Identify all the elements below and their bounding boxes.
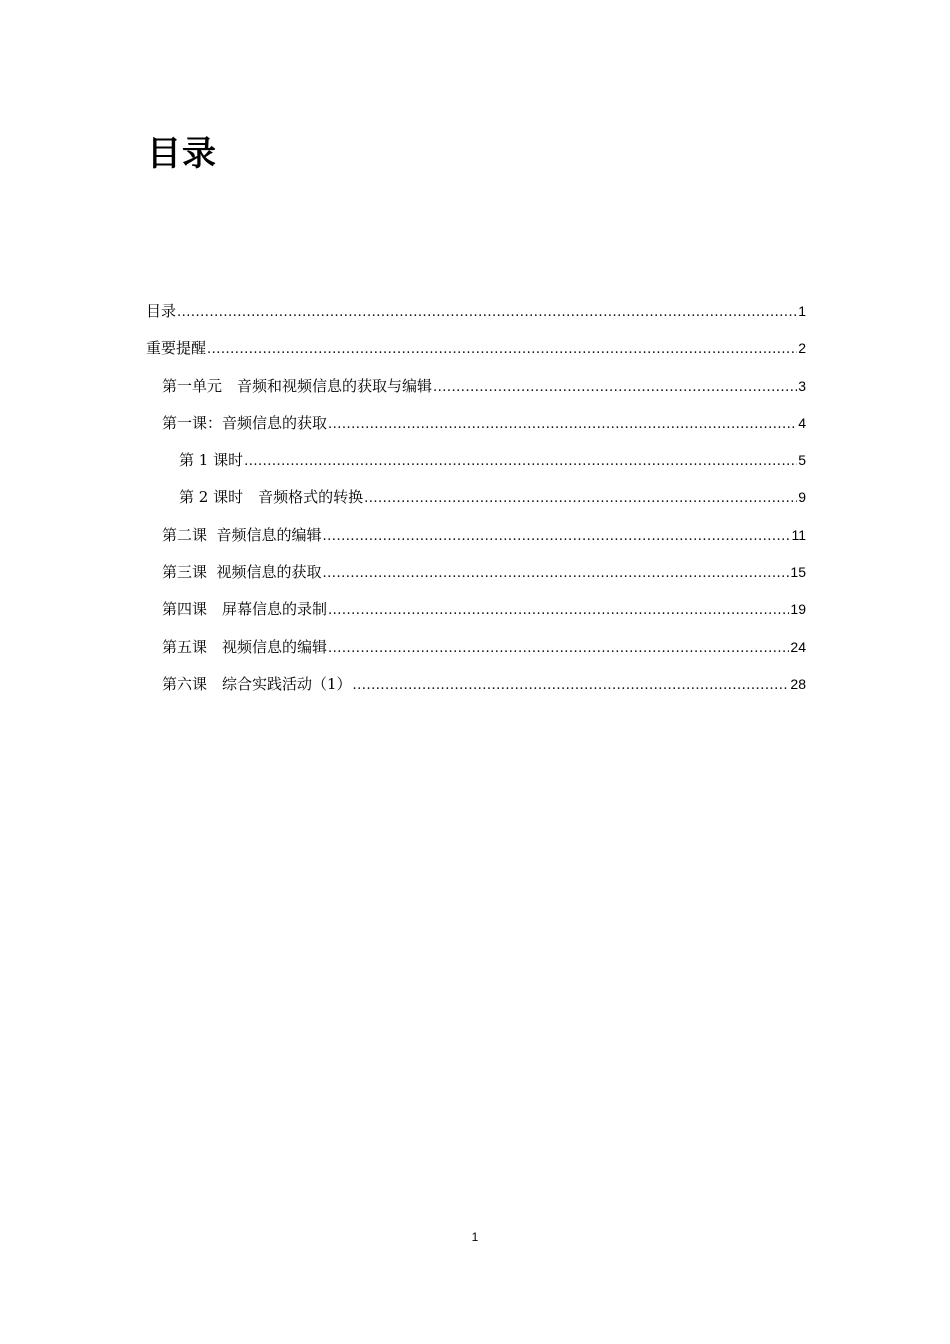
- toc-entry-label: 第六课 综合实践活动（1）: [162, 674, 352, 693]
- footer-page-number: 1: [471, 1230, 479, 1244]
- toc-entry-lesson-2[interactable]: [146, 524, 806, 561]
- toc-entry-lesson-4[interactable]: [146, 598, 806, 635]
- toc-dot-leader: [328, 414, 797, 436]
- toc-entry-period-1[interactable]: [146, 449, 806, 486]
- toc-entry-label: 第四课 屏幕信息的录制: [162, 600, 328, 619]
- toc-entry-page: 3: [798, 377, 806, 394]
- toc-entry-lesson-1[interactable]: [146, 412, 806, 449]
- toc-entry-lesson-6[interactable]: [146, 673, 806, 710]
- toc-entry-page: 24: [790, 638, 806, 655]
- toc-dot-leader: [364, 488, 797, 510]
- toc-entry-unit-1[interactable]: [146, 375, 806, 412]
- toc-entry-page: 15: [790, 564, 806, 581]
- toc-dot-leader: [244, 451, 797, 473]
- toc-dot-leader: [323, 526, 791, 548]
- toc-dot-leader: [177, 302, 797, 324]
- toc-dot-leader: [207, 339, 797, 361]
- toc-entry-page: 28: [790, 675, 806, 692]
- table-of-contents: [146, 300, 806, 710]
- toc-dot-leader: [323, 563, 790, 585]
- page-title: 目录: [147, 134, 217, 174]
- toc-entry-label: 目录: [146, 302, 177, 320]
- toc-entry-label: 第五课 视频信息的编辑: [162, 637, 328, 656]
- toc-entry-lesson-5[interactable]: [146, 636, 806, 673]
- toc-entry-page: 1: [798, 303, 806, 319]
- toc-entry-label: 第一单元 音频和视频信息的获取与编辑: [162, 376, 433, 395]
- toc-entry-lesson-3[interactable]: [146, 561, 806, 598]
- toc-entry-page: 19: [790, 601, 806, 618]
- toc-entry-page: 11: [791, 526, 806, 543]
- toc-entry-label: 第 1 课时: [179, 451, 244, 470]
- toc-entry-page: 5: [798, 452, 806, 469]
- toc-entry-label: 第一课：音频信息的获取: [162, 413, 328, 432]
- toc-entry-page: 9: [798, 489, 806, 506]
- toc-entry-label: 第三课 视频信息的获取: [162, 563, 322, 582]
- toc-entry-label: 第 2 课时 音频格式的转换: [179, 488, 364, 507]
- toc-entry-important-notice[interactable]: [146, 337, 806, 374]
- toc-dot-leader: [328, 638, 789, 660]
- toc-entry-period-2[interactable]: [146, 486, 806, 523]
- toc-entry-contents[interactable]: [146, 300, 806, 337]
- toc-dot-leader: [353, 675, 790, 697]
- toc-dot-leader: [328, 600, 789, 622]
- toc-entry-page: 4: [798, 414, 806, 431]
- toc-dot-leader: [433, 377, 797, 399]
- toc-entry-page: 2: [798, 340, 806, 357]
- toc-entry-label: 重要提醒: [146, 339, 207, 358]
- toc-entry-label: 第二课 音频信息的编辑: [162, 525, 322, 544]
